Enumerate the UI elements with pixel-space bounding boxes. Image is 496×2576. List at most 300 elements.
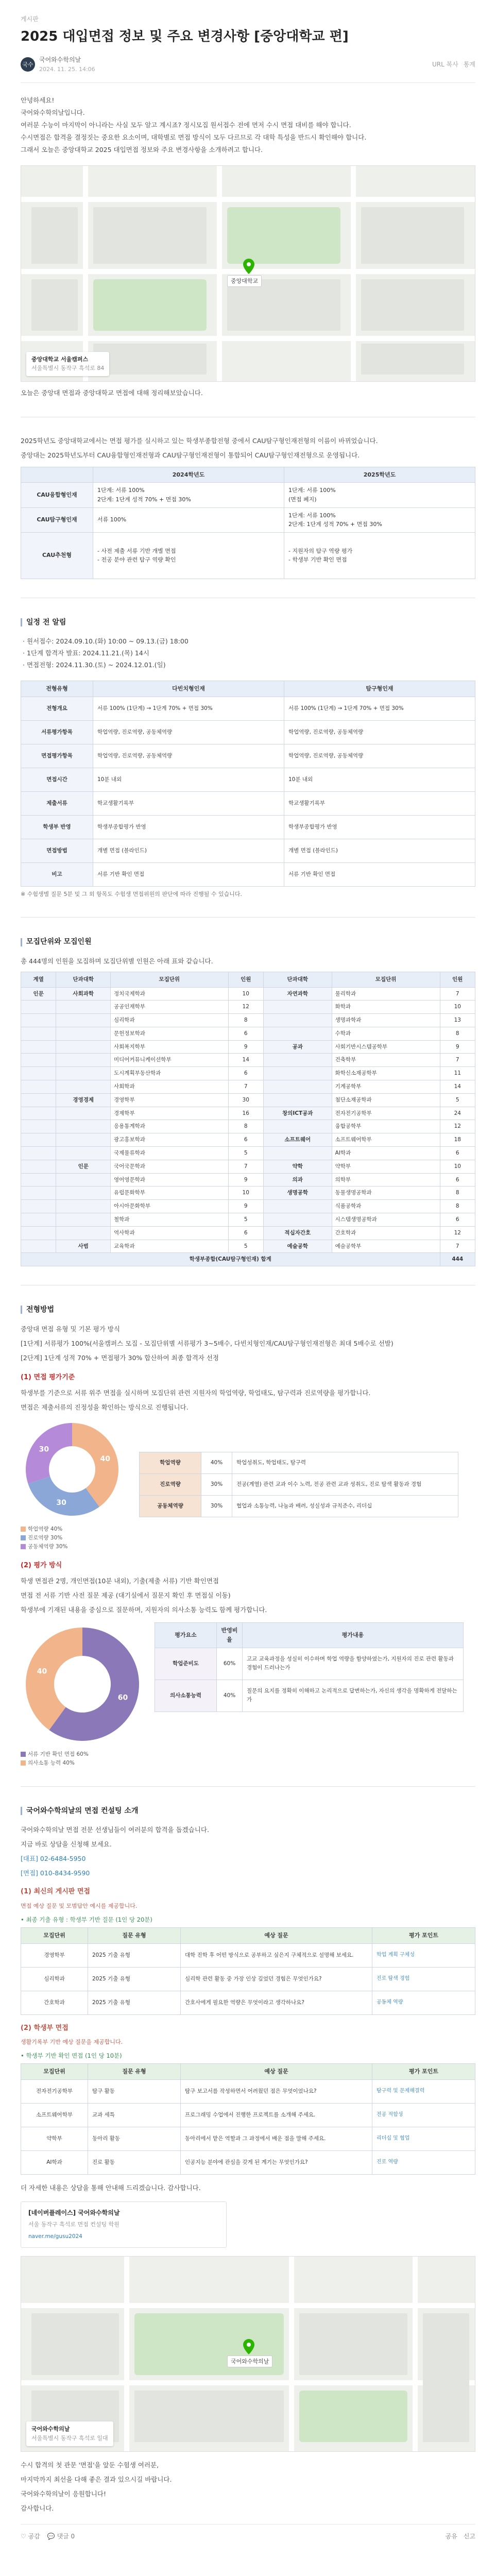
table-cell: 학교생활기록부 bbox=[93, 791, 284, 815]
table-header: 모집단위 bbox=[332, 972, 440, 987]
table-cell: 2025 기출 유형 bbox=[88, 1943, 181, 1967]
table-cell: 학교생활기록부 bbox=[284, 791, 475, 815]
table-cell bbox=[21, 1014, 56, 1027]
table-cell: CAU추천형 bbox=[21, 532, 93, 579]
rubric-row bbox=[21, 1622, 475, 1767]
table-header: 단과대학 bbox=[56, 972, 111, 987]
table-cell: 유럽문화학부 bbox=[111, 1187, 229, 1200]
table-cell: 30% bbox=[201, 1474, 232, 1496]
table-cell: 경영경제 bbox=[56, 1093, 111, 1107]
table-cell: 광고홍보학과 bbox=[111, 1133, 229, 1147]
table-cell: 7 bbox=[228, 1080, 263, 1094]
table-cell: 문헌정보학과 bbox=[111, 1027, 229, 1040]
table-cell bbox=[263, 1067, 332, 1080]
link-card-title: [네이버플레이스] 국어와수학의날 bbox=[28, 2209, 120, 2216]
table-cell: 서류 100% bbox=[93, 507, 284, 532]
table-cell: 약학부 bbox=[332, 1160, 440, 1173]
table-total-row bbox=[21, 1253, 475, 1266]
table-cell: 동아리 활동 bbox=[88, 2127, 181, 2150]
legend-swatch bbox=[21, 1752, 26, 1757]
table-cell bbox=[56, 1120, 111, 1133]
table-row bbox=[21, 791, 475, 815]
table-row bbox=[21, 1080, 475, 1094]
table-row bbox=[21, 1200, 475, 1213]
table-cell bbox=[56, 1107, 111, 1120]
table-cell: 미디어커뮤니케이션학부 bbox=[111, 1054, 229, 1067]
table-cell: 6 bbox=[440, 1147, 475, 1160]
table-cell: 6 bbox=[228, 1133, 263, 1147]
map-pin-icon[interactable] bbox=[243, 2339, 254, 2354]
table-row bbox=[21, 768, 475, 791]
table-cell: 6 bbox=[228, 1067, 263, 1080]
table-cell: 적십자간호 bbox=[263, 1226, 332, 1240]
table-cell bbox=[21, 1200, 56, 1213]
table-header: 계열 bbox=[21, 972, 56, 987]
table-cell bbox=[263, 1054, 332, 1067]
table-cell: 학업역량, 진로역량, 공동체역량 bbox=[93, 720, 284, 744]
table-cell: 면접시간 bbox=[21, 768, 93, 791]
table-cell: 학업역량, 진로역량, 공동체역량 bbox=[93, 744, 284, 768]
table-cell bbox=[21, 1120, 56, 1133]
table-cell: 7 bbox=[440, 1054, 475, 1067]
table-cell: 자연과학 bbox=[263, 987, 332, 1001]
donut-slice-label: 30 bbox=[56, 1499, 66, 1507]
table-row bbox=[140, 1452, 458, 1474]
table-cell: 융합공학부 bbox=[332, 1120, 440, 1133]
table-row bbox=[21, 1173, 475, 1187]
table-cell bbox=[263, 1093, 332, 1107]
table-cell bbox=[21, 1240, 56, 1253]
table-cell bbox=[263, 1200, 332, 1213]
table-cell: 진로 탐색 경험 bbox=[372, 1967, 475, 1991]
question-table-1 bbox=[21, 1927, 475, 2015]
outro-line: 국어와수학의날이 응원합니다! bbox=[21, 2489, 106, 2498]
contact-line[interactable]: [면접] 010-8434-9590 bbox=[21, 1869, 90, 1877]
table-cell: 학업역량 bbox=[140, 1452, 201, 1474]
table-cell: 공공인재학부 bbox=[111, 1001, 229, 1014]
table-header: 평가 포인트 bbox=[372, 1927, 475, 1943]
table-cell: 10분 내외 bbox=[93, 768, 284, 791]
table-cell: 5 bbox=[228, 1240, 263, 1253]
table-cell: 7 bbox=[440, 1240, 475, 1253]
comment-icon: 💬 bbox=[47, 2532, 55, 2540]
table-cell: 8 bbox=[440, 1187, 475, 1200]
table-cell: 사회과학 bbox=[56, 987, 111, 1001]
legend-item: 공동체역량 30% bbox=[28, 1543, 68, 1550]
table-cell: 면접평가항목 bbox=[21, 744, 93, 768]
divider bbox=[21, 917, 475, 918]
legend-swatch bbox=[21, 1760, 26, 1766]
table-row bbox=[155, 1680, 464, 1711]
link-card-url[interactable]: naver.me/gusu2024 bbox=[28, 2233, 82, 2240]
eval-donut-row bbox=[21, 1418, 475, 1551]
table-cell: 응용통계학과 bbox=[111, 1120, 229, 1133]
table-cell bbox=[56, 1173, 111, 1187]
map-place-card[interactable] bbox=[26, 2421, 113, 2446]
table-cell: 16 bbox=[228, 1107, 263, 1120]
section-title-schedule: 일정 전 알림 bbox=[21, 617, 475, 628]
table-cell: 40% bbox=[217, 1680, 243, 1711]
table-cell: AI학과 bbox=[21, 2150, 88, 2174]
table-row bbox=[21, 2079, 475, 2103]
author-row bbox=[21, 55, 475, 83]
table-row bbox=[21, 483, 475, 507]
table-cell: 1단계: 서류 100% 2단계: 1단계 성적 70% + 면접 30% bbox=[93, 483, 284, 507]
table-cell bbox=[56, 1080, 111, 1094]
table-cell: 예술공학부 bbox=[332, 1240, 440, 1253]
avatar[interactable]: 국수 bbox=[21, 57, 35, 72]
table-cell bbox=[56, 1040, 111, 1054]
table-cell bbox=[263, 1080, 332, 1094]
post-title: 2025 대입면접 정보 및 주요 변경사항 [중앙대학교 편] bbox=[21, 29, 349, 45]
table-cell bbox=[56, 1001, 111, 1014]
table-header: 평가요소 bbox=[155, 1623, 217, 1648]
table-cell: 13 bbox=[440, 1014, 475, 1027]
like-button[interactable]: ♡ 공감 bbox=[21, 2532, 40, 2540]
table-cell: 대학 진학 후 어떤 방식으로 공부하고 싶은지 구체적으로 설명해 보세요. bbox=[181, 1943, 372, 1967]
table-cell bbox=[21, 1001, 56, 1014]
table-row bbox=[21, 2150, 475, 2174]
table-cell: 10 bbox=[228, 1187, 263, 1200]
table-cell: 서류평가항목 bbox=[21, 720, 93, 744]
table-cell: 12 bbox=[440, 1226, 475, 1240]
sub1-title: (1) 최신의 게시판 면접 bbox=[21, 1888, 90, 1896]
table-cell: 경영학부 bbox=[21, 1943, 88, 1967]
table-header: 다빈치형인재 bbox=[93, 681, 284, 697]
outro-line: 수시 합격의 첫 관문 '면접'을 앞둔 수험생 여러분, bbox=[21, 2461, 159, 2469]
table-cell: 10 bbox=[440, 1001, 475, 1014]
table-cell: 간호사에게 필요한 역량은 무엇이라고 생각하나요? bbox=[181, 1991, 372, 2014]
units-intro: 총 444명의 인원을 모집하며 모집단위별 인원은 아래 표와 같습니다. bbox=[21, 957, 213, 965]
table-row bbox=[21, 1147, 475, 1160]
table-cell: 비고 bbox=[21, 862, 93, 886]
table-row bbox=[21, 862, 475, 886]
table-row bbox=[21, 815, 475, 839]
table-cell: 식품공학과 bbox=[332, 1200, 440, 1213]
intro-line: 수시면접은 합격을 결정짓는 중요한 요소이며, 대학별로 면접 방식이 모두 다르므로 각 대학 특성을 반드시 확인해야 합니다. bbox=[21, 133, 367, 141]
map-place-address: 서울특별시 동작구 흑석로 일대 bbox=[31, 2434, 108, 2442]
q-method-line: 학생부에 기재된 내용을 중심으로 질문하며, 지원자의 의사소통 능력도 함께 평가합니다. bbox=[21, 1606, 267, 1614]
table-cell bbox=[21, 1107, 56, 1120]
table-cell: 인공지능 분야에 관심을 갖게 된 계기는 무엇인가요? bbox=[181, 2150, 372, 2174]
table-row bbox=[21, 1160, 475, 1173]
donut2-legend bbox=[21, 1750, 144, 1768]
docs-table bbox=[21, 681, 475, 887]
method-line: [1단계] 서류평가 100%(서울캠퍼스 모집 - 모집단위별 서류평가 3~5배수, 다빈치형인재/CAU탐구형인재전형은 최대 5배수로 선발) bbox=[21, 1339, 394, 1347]
table-cell: 심리학 관련 활동 중 가장 인상 깊었던 경험은 무엇인가요? bbox=[181, 1967, 372, 1991]
map-caption: 오늘은 중앙대 면접과 중앙대학교 면접에 대해 정리해보았습니다. bbox=[21, 388, 203, 397]
table-cell: 공동체 역량 bbox=[372, 1991, 475, 2014]
table-cell: 고교 교육과정을 성실히 이수하며 학업 역량을 함양하였는가, 지원자의 진로 관련 활동과 경험이 드러나는가 bbox=[243, 1648, 464, 1680]
table-cell bbox=[56, 1200, 111, 1213]
table-cell: 진로 역량 bbox=[372, 2150, 475, 2174]
changes-text-1: 2025학년도 중앙대학교에서는 면접 평가를 실시하고 있는 학생부종합전형 중에서 CAU탐구형인재전형의 이름이 바뀌었습니다. bbox=[21, 436, 378, 445]
table-cell: 8 bbox=[228, 1014, 263, 1027]
table-cell: 진로 활동 bbox=[88, 2150, 181, 2174]
table-row bbox=[21, 1040, 475, 1054]
table-cell bbox=[56, 1187, 111, 1200]
table-cell: 프로그래밍 수업에서 진행한 프로젝트를 소개해 주세요. bbox=[181, 2103, 372, 2127]
table-cell: 인문 bbox=[21, 987, 56, 1001]
table-cell: 국어국문학과 bbox=[111, 1160, 229, 1173]
table-row bbox=[21, 720, 475, 744]
section-title-units: 모집단위와 모집인원 bbox=[21, 936, 475, 947]
map-pin-icon[interactable] bbox=[243, 259, 254, 274]
table-cell: 6 bbox=[228, 1027, 263, 1040]
table-cell: 학업역량, 진로역량, 공동체역량 bbox=[284, 720, 475, 744]
table-cell bbox=[21, 1040, 56, 1054]
table-cell: 면접방법 bbox=[21, 839, 93, 862]
table-cell: 경영학부 bbox=[111, 1093, 229, 1107]
table-cell bbox=[263, 1213, 332, 1227]
table-cell: 소프트웨어학부 bbox=[332, 1133, 440, 1147]
table-cell bbox=[56, 1147, 111, 1160]
map-pin-label: 중앙대학교 bbox=[227, 275, 262, 287]
table-cell: 5 bbox=[228, 1213, 263, 1227]
method-line: [2단계] 1단계 성적 70% + 면접평가 30% 합산하여 최종 합격자 선정 bbox=[21, 1353, 219, 1362]
table-cell bbox=[21, 1067, 56, 1080]
q-method-line: 면접 전 서류 기반 사전 질문 제공 (대기실에서 질문지 확인 후 면접실 이동) bbox=[21, 1591, 231, 1600]
table-row bbox=[21, 1943, 475, 1967]
table-cell: 사회기반시스템공학부 bbox=[332, 1040, 440, 1054]
table-cell: 기계공학부 bbox=[332, 1080, 440, 1094]
legend-item: 학업역량 40% bbox=[28, 1526, 63, 1533]
share-button[interactable]: 공유 bbox=[445, 2532, 457, 2540]
table-cell: 18 bbox=[440, 1133, 475, 1147]
table-header: 탐구형인재 bbox=[284, 681, 475, 697]
table-cell: 1단계: 서류 100% (면접 폐지) bbox=[284, 483, 475, 507]
q-method-title: (2) 평가 방식 bbox=[21, 1561, 62, 1569]
author-name[interactable]: 국어와수학의날 bbox=[39, 56, 81, 63]
map-place-address: 서울특별시 동작구 흑석로 84 bbox=[31, 365, 105, 372]
map-embed[interactable] bbox=[21, 165, 475, 382]
table-cell: 5 bbox=[228, 1147, 263, 1160]
table-cell: 탐구 보고서를 작성하면서 어려웠던 점은 무엇이었나요? bbox=[181, 2079, 372, 2103]
table-cell bbox=[263, 1147, 332, 1160]
sub2-green-note: • 학생부 기반 확인 면접 (1인 당 10분) bbox=[21, 2052, 122, 2059]
table-cell: 아시아문화학부 bbox=[111, 1200, 229, 1213]
legend-item: 진로역량 30% bbox=[28, 1535, 63, 1541]
table-cell: 5 bbox=[440, 1093, 475, 1107]
table-cell bbox=[21, 1213, 56, 1227]
table-cell: 10 bbox=[228, 987, 263, 1001]
method-line: 중앙대 면접 유형 및 기본 평가 방식 bbox=[21, 1325, 120, 1333]
donut-slice-label: 40 bbox=[100, 1455, 110, 1464]
q-method-line: 학생 면접관 2명, 개인면접(10분 내외), 기출(제출 서류) 기반 확인면접 bbox=[21, 1577, 219, 1585]
table-header: 반영비율 bbox=[217, 1623, 243, 1648]
contact-line[interactable]: [대표] 02-6484-5950 bbox=[21, 1855, 86, 1863]
map-place-name: 중앙대학교 서울캠퍼스 bbox=[31, 355, 89, 363]
table-cell: 건축학부 bbox=[332, 1054, 440, 1067]
map-pin-label: 국어와수학의날 bbox=[227, 2355, 272, 2368]
table-row bbox=[21, 2103, 475, 2127]
table-cell: 약학부 bbox=[21, 2127, 88, 2150]
table-cell: 생명공학 bbox=[263, 1187, 332, 1200]
place-link-card[interactable] bbox=[21, 2201, 227, 2248]
table-cell bbox=[21, 1226, 56, 1240]
outro-line: 마지막까지 최선을 다해 좋은 결과 있으시길 바랍니다. bbox=[21, 2475, 172, 2483]
table-cell: 창의ICT공과 bbox=[263, 1107, 332, 1120]
table-row bbox=[21, 987, 475, 1001]
table-row bbox=[21, 1014, 475, 1027]
table-cell: 진로역량 bbox=[140, 1474, 201, 1496]
table-row bbox=[21, 744, 475, 768]
table-cell: 정치국제학과 bbox=[111, 987, 229, 1001]
total-label: 학생부종합(CAU탐구형인재) 합계 bbox=[21, 1253, 440, 1266]
table-cell: 수학과 bbox=[332, 1027, 440, 1040]
table-row bbox=[21, 697, 475, 720]
table-header: 전형유형 bbox=[21, 681, 93, 697]
legend-swatch bbox=[21, 1544, 26, 1549]
legend-item: 서류 기반 확인 면접 60% bbox=[28, 1751, 89, 1758]
table-cell: 의사소통능력 bbox=[155, 1680, 217, 1711]
table-cell: 학업성취도, 학업태도, 탐구력 bbox=[232, 1452, 458, 1474]
table-cell: 12 bbox=[440, 1120, 475, 1133]
table-cell: 학생부종합평가 반영 bbox=[284, 815, 475, 839]
table-cell: 공과 bbox=[263, 1040, 332, 1054]
table-header: 예상 질문 bbox=[181, 2064, 372, 2080]
table-cell bbox=[56, 1054, 111, 1067]
intro-line: 그래서 오늘은 중앙대학교 2025 대입면접 정보와 주요 변경사항을 소개하려고 합니다. bbox=[21, 145, 263, 154]
url-copy-button[interactable]: URL 복사 bbox=[432, 60, 458, 68]
table-cell: 6 bbox=[228, 1226, 263, 1240]
table-cell: 예술공학 bbox=[263, 1240, 332, 1253]
table-header: 인원 bbox=[440, 972, 475, 987]
table-cell: 심리학과 bbox=[111, 1014, 229, 1027]
table-header: 인원 bbox=[228, 972, 263, 987]
report-button[interactable]: 신고 bbox=[463, 2532, 475, 2540]
table-cell: 화학과 bbox=[332, 1001, 440, 1014]
table-cell: 간호학과 bbox=[332, 1226, 440, 1240]
changes-table bbox=[21, 467, 475, 579]
table-cell: 2025 기출 유형 bbox=[88, 1967, 181, 1991]
table-row bbox=[21, 1093, 475, 1107]
table-header: 모집단위 bbox=[21, 1927, 88, 1943]
table-cell: 30 bbox=[228, 1093, 263, 1107]
table-cell: - 지원자의 탐구 역량 평가 - 학생부 기반 확인 면접 bbox=[284, 532, 475, 579]
outro-line: 감사합니다. bbox=[21, 2504, 54, 2512]
table-cell bbox=[21, 1054, 56, 1067]
table-cell: 14 bbox=[440, 1080, 475, 1094]
table-cell: 서류 기반 확인 면접 bbox=[284, 862, 475, 886]
table-row bbox=[21, 1967, 475, 1991]
sub1-note: 면접 예상 질문 및 모범답안 예시를 제공합니다. bbox=[21, 1902, 138, 1909]
donut-slice-label: 60 bbox=[117, 1693, 128, 1702]
table-row bbox=[140, 1496, 458, 1517]
table-cell: 1단계: 서류 100% 2단계: 1단계 성적 70% + 면접 30% bbox=[284, 507, 475, 532]
footer-actions bbox=[21, 2524, 475, 2541]
table-cell: 전자전기공학부 bbox=[332, 1107, 440, 1120]
sub2-title: (2) 학생부 면접 bbox=[21, 2024, 69, 2032]
table-cell bbox=[56, 1027, 111, 1040]
table-cell: 학생부 반영 bbox=[21, 815, 93, 839]
eval-title: (1) 면접 평가기준 bbox=[21, 1373, 75, 1381]
table-cell bbox=[21, 1173, 56, 1187]
post-category[interactable]: 게시판 bbox=[21, 15, 39, 23]
map-embed-2[interactable] bbox=[21, 2256, 475, 2452]
table-cell: 영어영문학과 bbox=[111, 1173, 229, 1187]
table-cell: 탐구 활동 bbox=[88, 2079, 181, 2103]
table-header: 모집단위 bbox=[21, 2064, 88, 2080]
table-cell bbox=[263, 1027, 332, 1040]
table-cell: 7 bbox=[228, 1160, 263, 1173]
table-row bbox=[155, 1648, 464, 1680]
heart-icon: ♡ bbox=[21, 2532, 26, 2540]
table-cell: 30% bbox=[201, 1496, 232, 1517]
table-cell: 8 bbox=[440, 1027, 475, 1040]
table-cell: 사회복지학부 bbox=[111, 1040, 229, 1054]
legend-swatch bbox=[21, 1527, 26, 1532]
table-cell: 첨단소재공학과 bbox=[332, 1093, 440, 1107]
table-cell: 소프트웨어학부 bbox=[21, 2103, 88, 2127]
table-row bbox=[21, 1054, 475, 1067]
post-date: 2024. 11. 25. 14:06 bbox=[39, 66, 95, 73]
units-table bbox=[21, 972, 475, 1267]
table-cell: 생명과학과 bbox=[332, 1014, 440, 1027]
table-row bbox=[140, 1474, 458, 1496]
table-cell bbox=[56, 1133, 111, 1147]
table-cell: 간호학과 bbox=[21, 1991, 88, 2014]
comment-button[interactable]: 💬 댓글 0 bbox=[47, 2532, 75, 2540]
table-cell: 전자전기공학부 bbox=[21, 2079, 88, 2103]
table-cell: 40% bbox=[201, 1452, 232, 1474]
table-cell bbox=[56, 1226, 111, 1240]
donut-slice-label: 40 bbox=[37, 1667, 47, 1676]
table-cell: 11 bbox=[440, 1067, 475, 1080]
schedule-item: · 면접전형: 2024.11.30.(토) ~ 2024.12.01.(일) bbox=[23, 661, 166, 669]
intro-line: 여러분 수능이 마지막이 아니라는 사실 모두 알고 계시죠? 정시모집 원서접수 전에 먼저 수시 면접 대비를 해야 합니다. bbox=[21, 121, 351, 129]
intro-line: 안녕하세요! bbox=[21, 96, 55, 104]
table-cell: 14 bbox=[228, 1054, 263, 1067]
map-place-name: 국어와수학의날 bbox=[31, 2426, 70, 2433]
intro bbox=[21, 95, 475, 155]
table-row bbox=[21, 1187, 475, 1200]
outro bbox=[21, 2460, 475, 2514]
table-cell: 10분 내외 bbox=[284, 768, 475, 791]
donut-slice bbox=[28, 1477, 99, 1516]
table-cell: 물리학과 bbox=[332, 987, 440, 1001]
consult-text: 지금 바로 상담을 신청해 보세요. bbox=[21, 1840, 112, 1849]
table-cell bbox=[21, 1160, 56, 1173]
table-cell bbox=[263, 1014, 332, 1027]
table-header bbox=[21, 467, 93, 483]
schedule-list bbox=[23, 636, 475, 670]
sub1-green-note: • 최종 기출 유형 : 학생부 기반 질문 (1인 당 20분) bbox=[21, 1916, 152, 1923]
table-cell: 서류 100% (1단계) → 1단계 70% + 면접 30% bbox=[93, 697, 284, 720]
table-cell bbox=[263, 1001, 332, 1014]
table-cell: 사회학과 bbox=[111, 1080, 229, 1094]
map-place-card[interactable] bbox=[26, 352, 109, 376]
table-cell: 동아리에서 맡은 역할과 그 과정에서 배운 점을 말해 주세요. bbox=[181, 2127, 372, 2150]
table-cell: 8 bbox=[228, 1120, 263, 1133]
table-cell: 경제학부 bbox=[111, 1107, 229, 1120]
table-row bbox=[21, 1107, 475, 1120]
table-cell: 전형개요 bbox=[21, 697, 93, 720]
table-cell: 학업역량, 진로역량, 공동체역량 bbox=[284, 744, 475, 768]
table-cell: 동물생명공학과 bbox=[332, 1187, 440, 1200]
table-header: 평가 포인트 bbox=[372, 2064, 475, 2080]
schedule-item: · 1단계 합격자 발표: 2024.11.21.(목) 14시 bbox=[23, 649, 149, 657]
schedule-item: · 원서접수: 2024.09.10.(화) 10:00 ~ 09.13.(금) 18:00 bbox=[23, 637, 189, 646]
eval-table bbox=[139, 1452, 458, 1517]
table-cell: 의과 bbox=[263, 1173, 332, 1187]
stats-button[interactable]: 통계 bbox=[463, 60, 475, 68]
table-cell: 12 bbox=[228, 1001, 263, 1014]
table-cell: 약학 bbox=[263, 1160, 332, 1173]
table-row bbox=[21, 1226, 475, 1240]
table-cell: 6 bbox=[440, 1213, 475, 1227]
table-cell: 개별 면접 (블라인드) bbox=[284, 839, 475, 862]
